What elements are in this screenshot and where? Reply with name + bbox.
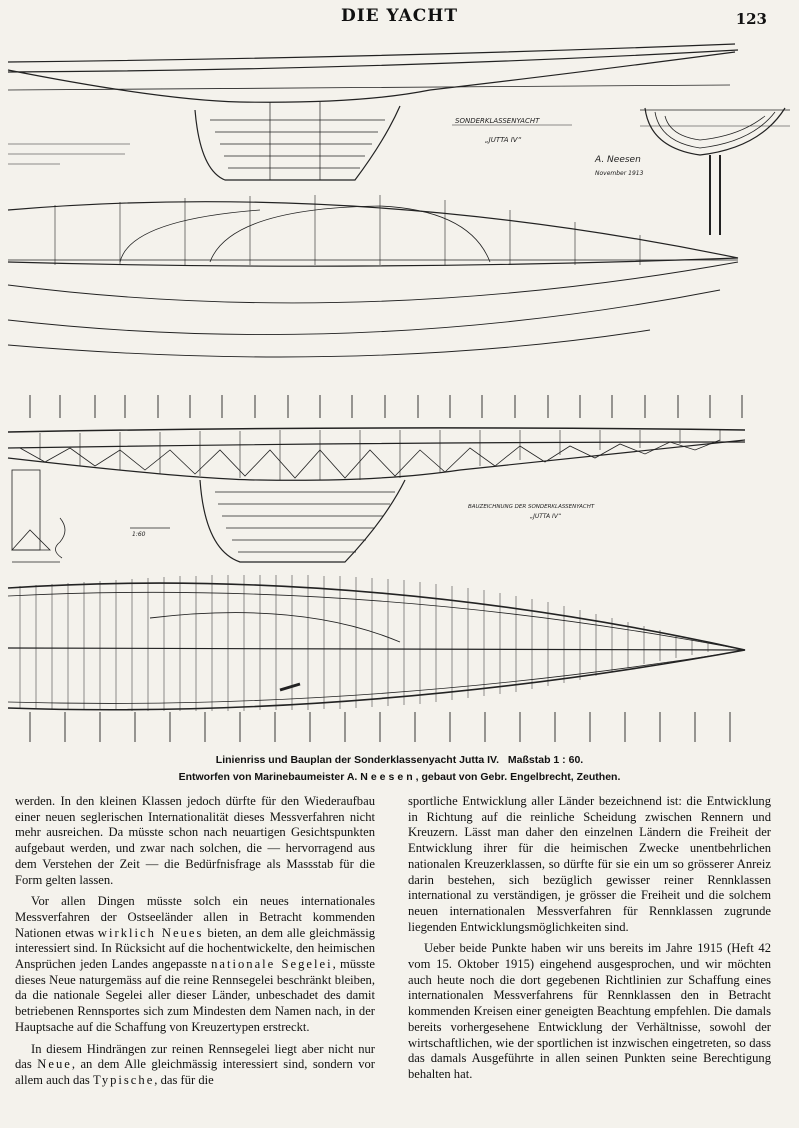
plan-author-1: A. Neesen (595, 155, 641, 165)
plan-date-1: November 1913 (595, 170, 644, 177)
left-paragraph-1: werden. In den kleinen Klassen jedoch dürfte für den Wiederaufbau einer neuen seglerischen Internationalität dieses Messverfahren nicht mehr ausreichen. Da müsste schon nach neuartigen Gesichtspunkten aufgebaut werden, und zwar nach solchen, die — hervorragend aus dem Verstehen der Zeit — die Bedürfnisfrage als Massstab für die Form gelten lassen. (15, 794, 375, 887)
body-plan-sections (640, 108, 790, 235)
frame-lines (20, 575, 708, 711)
spaced-emphasis: wirklich Neues (97, 925, 204, 940)
profile-sheer-line (8, 44, 735, 62)
scale-note: 1:60 (132, 531, 146, 538)
left-paragraph-3: In diesem Hindrängen zur reinen Rennsegelei liegt aber nicht nur das Neue, an dem Alle gleichmässig interessiert sind, sondern vor allem auch das Typische, das für die (15, 1041, 376, 1087)
plan-title-1: SONDERKLASSENYACHT (455, 117, 540, 125)
plan-subtitle-2: „JUTTA IV“ (530, 513, 562, 520)
detail-sketch-left (12, 470, 170, 562)
article-column-left (15, 794, 375, 1095)
construction-deck (8, 428, 745, 432)
caption-scale: Maßstab 1 : 60. (507, 754, 584, 766)
caption-designer-name: Neesen (360, 771, 416, 783)
caption-builder: , gebaut von Gebr. Engelbrecht, Zeuthen. (415, 771, 621, 783)
plan-title-2: BAUZEICHNUNG DER SONDERKLASSENYACHT (468, 504, 595, 510)
right-paragraph-2: Ueber beide Punkte haben wir uns bereits im Jahre 1915 (Heft 42 vom 15. Oktober 1915) eingehend ausgesprochen, und wir möchten auch heute noch die dort gegebenen Richtlinien zur Schaffung eines internationalen Messverfahrens für Rennklassen den in Betracht kommenden Kreisen einer geneigten Beachtung empfehlen. Die damals bereits vorhergesehene Entwicklung der Verhältnisse, sowohl der wirtschaftlichen, wie der sportlichen ist inzwischen eingetreten, so dass das damals Ausgeführte in allen seinen Punkten seine Berechtigung behalten hat. (408, 941, 771, 1081)
left-paragraph-2: Vor allen Dingen müsste solch ein neues internationales Messverfahren der Ostseeländer allen in Betracht kommenden Nationen etwas wirklich Neues bieten, an dem alle gleichmässig interessiert sind. In Rücksicht auf die hochentwickelte, den heimischen Ansprüchen jeden Landes angepasste nationale Segelei, müsste dieses Neue naturgemäss auf die reine Rennsegelei beschränkt bleiben, da die nationale Segelei aller dieser Länder, unbeschadet des damit betriebenen Rennsportes sich zum Mindesten dem Namen nach, in der Hauptsache auf die Schaffung von Kreuzertypen erstreckt. (15, 894, 376, 1034)
construction-plan-outline (8, 583, 745, 710)
figure-caption (0, 752, 799, 786)
spaced-emphasis: Neue (37, 1057, 72, 1072)
caption-line-1 (0, 752, 799, 769)
spaced-emphasis: nationale Segelei (211, 957, 333, 972)
journal-title: DIE YACHT (340, 6, 459, 26)
station-marks-lower (30, 712, 730, 742)
half-breadth-outline (8, 202, 738, 267)
caption-title: Linienriss und Bauplan der Sonderklassenyacht Jutta IV. (215, 754, 499, 766)
profile-hull-bottom (8, 52, 735, 102)
yacht-lines-plan-drawing (0, 30, 799, 745)
station-marks-upper (30, 395, 742, 418)
profile-keel-fin (195, 106, 400, 180)
caption-designer-prefix: Entworfen von Marinebaumeister A. (178, 771, 358, 783)
plan-subtitle-1: „JUTTA IV“ (485, 136, 522, 144)
spaced-emphasis: Typische (93, 1072, 155, 1087)
caption-line-2 (0, 769, 799, 786)
page-number: 123 (735, 10, 767, 28)
article-column-right (408, 794, 771, 1089)
right-paragraph-1: sportliche Entwicklung aller Länder bezeichnend ist: die Entwicklung in Richtung auf die reinliche Scheidung zwischen Rennern und Kreuzern. Lässt man daher den einzelnen Ländern die Freiheit der Entwicklung ihrer für die heimischen Zwecke unentbehrlichen nationalen Kreuzerklassen, so dürfte für sie ein um so grösserer Anreiz darin bestehen, sich bezüglich gewisser reiner Rennklassen international zu verständigen, je grösser die Freiheit und die solchem neuen internationalen Messverfahren für Rennklassen zugrunde liegenden Entwicklungsmöglichkeiten sind. (408, 794, 771, 934)
